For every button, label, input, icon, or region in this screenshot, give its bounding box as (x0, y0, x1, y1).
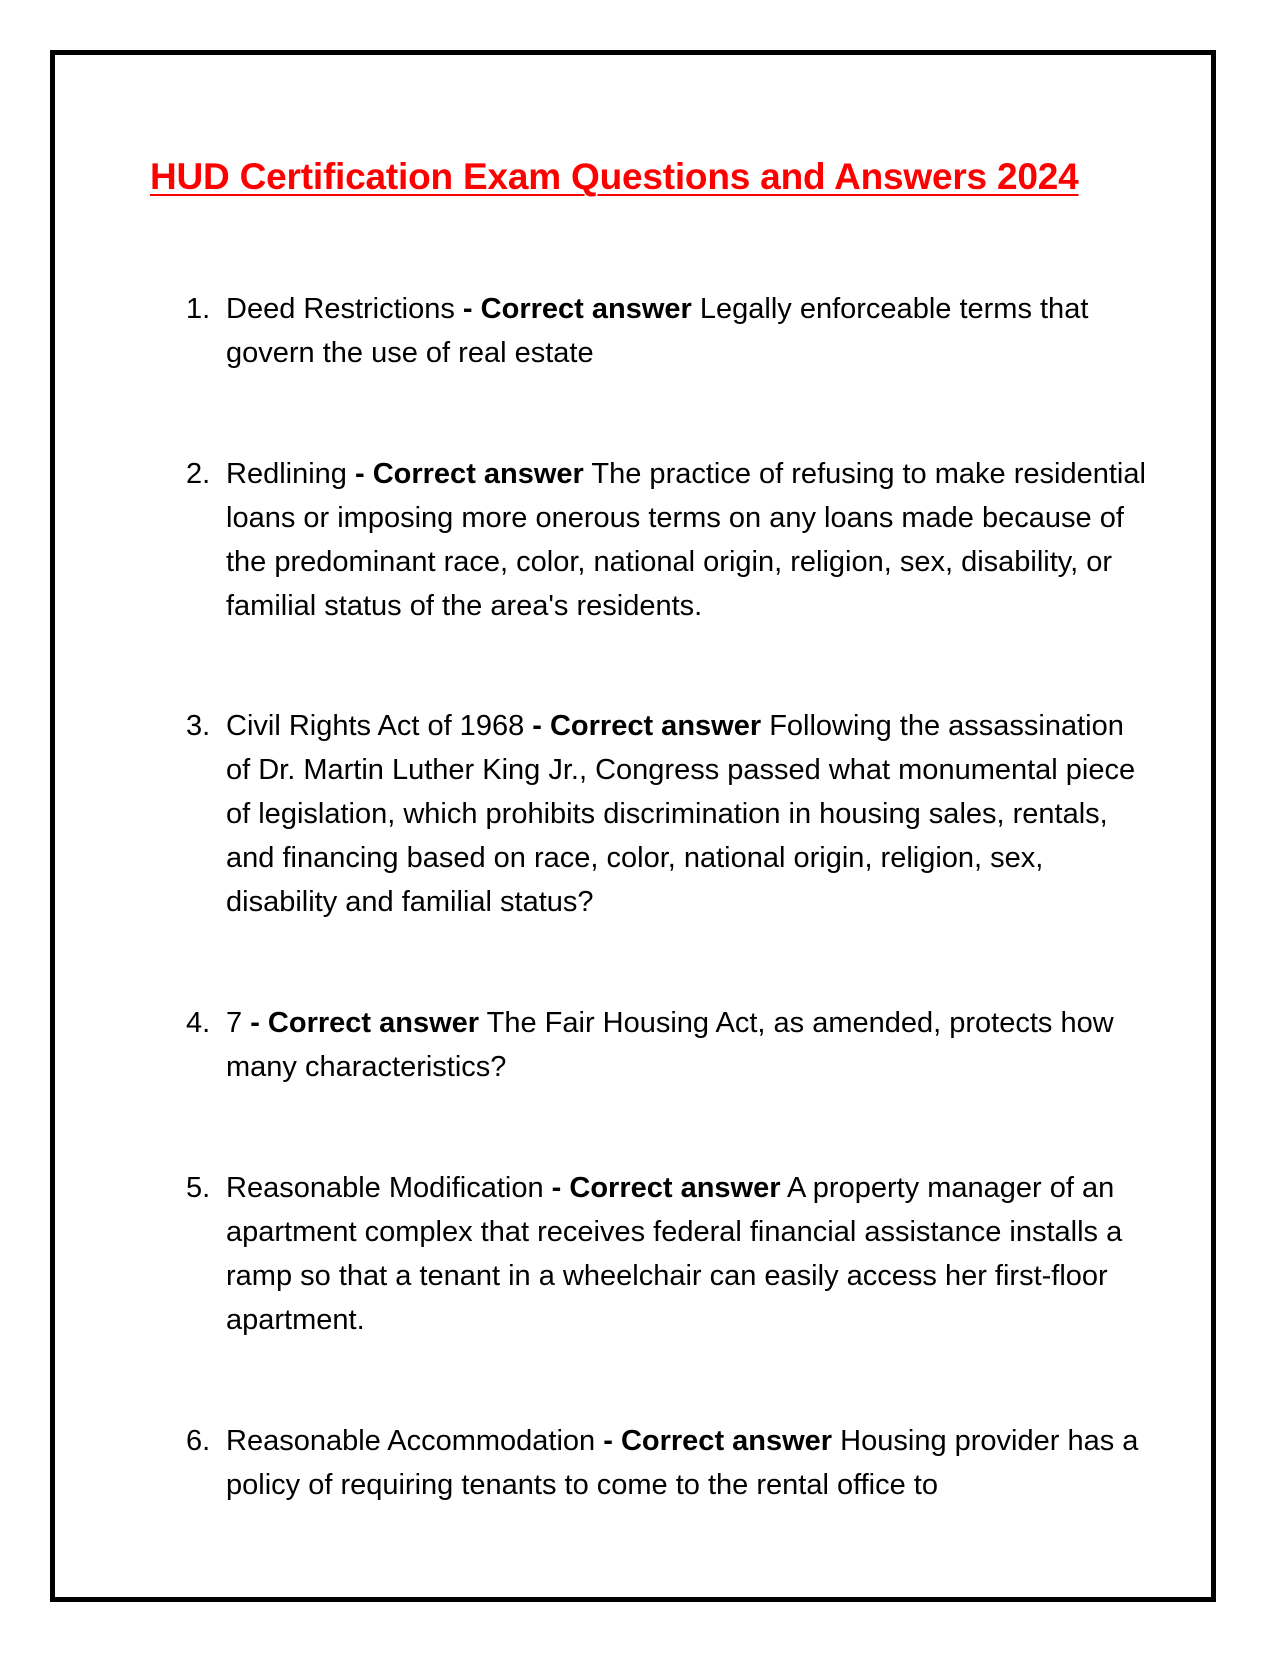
correct-answer-label: Correct answer (372, 458, 584, 490)
qa-item (186, 704, 1146, 924)
item-body (226, 1001, 1146, 1089)
item-separator: - (524, 710, 550, 742)
item-separator: - (454, 293, 481, 325)
qa-item (186, 452, 1146, 628)
item-number: 2. (186, 458, 211, 490)
qa-item (186, 287, 1146, 375)
correct-answer-label: Correct answer (267, 1007, 480, 1039)
item-answer: A property manager of an apartment complex that receives federal financial assistance installs a ramp so that a tenant in a wheelchair can easily access her first-floor apartment. (226, 1172, 1123, 1336)
item-body (226, 704, 1146, 924)
item-separator: - (242, 1007, 268, 1039)
item-number: 5. (186, 1172, 211, 1204)
item-body (226, 1419, 1146, 1507)
item-body (226, 452, 1146, 628)
item-answer: Legally enforceable terms that govern the use of real estate (226, 293, 1089, 369)
item-term: 7 (226, 1007, 243, 1039)
correct-answer-label: Correct answer (620, 1425, 833, 1457)
item-term: Deed Restrictions (226, 293, 455, 325)
qa-item (186, 1419, 1146, 1507)
item-number: 3. (186, 710, 211, 742)
item-term: Reasonable Accommodation (226, 1425, 596, 1457)
item-term: Reasonable Modification (226, 1172, 544, 1204)
correct-answer-label: Correct answer (569, 1172, 781, 1204)
item-body (226, 1166, 1146, 1342)
qa-item (186, 1001, 1146, 1089)
item-separator: - (543, 1172, 570, 1204)
item-answer: Housing provider has a policy of requiring tenants to come to the rental office to (226, 1425, 1139, 1501)
item-answer: The practice of refusing to make residential loans or imposing more onerous terms on any loans made because of the predominant race, color, national origin, religion, sex, disability, or familial status of the area's residents. (226, 458, 1146, 622)
item-term: Redlining (226, 458, 347, 490)
item-term: Civil Rights Act of 1968 (226, 710, 525, 742)
item-separator: - (346, 458, 373, 490)
item-answer: Following the assassination of Dr. Martin Luther King Jr., Congress passed what monumental piece of legislation, which prohibits discrimination in housing sales, rentals, and financing based on race, color, national origin, religion, sex, disability and familial status? (226, 710, 1136, 918)
qa-item (186, 1166, 1146, 1342)
item-body (226, 287, 1146, 375)
item-number: 6. (186, 1425, 211, 1457)
item-separator: - (595, 1425, 621, 1457)
correct-answer-label: Correct answer (480, 293, 692, 325)
correct-answer-label: Correct answer (549, 710, 762, 742)
item-number: 4. (186, 1007, 211, 1039)
document-title: HUD Certification Exam Questions and Answers 2024 (150, 156, 1079, 197)
item-number: 1. (186, 293, 211, 325)
item-answer: The Fair Housing Act, as amended, protects how many characteristics? (226, 1007, 1114, 1083)
